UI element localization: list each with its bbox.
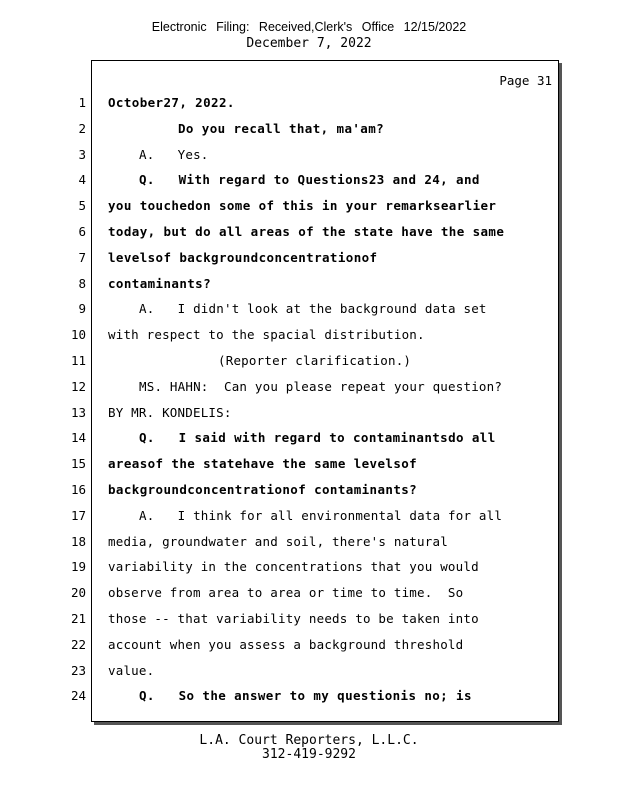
line-text: October27, 2022. xyxy=(108,95,235,110)
page-number: Page 31 xyxy=(499,73,552,88)
line-text: today, but do all areas of the state have the same xyxy=(108,224,505,239)
line-text: variability in the concentrations that you would xyxy=(108,559,479,575)
line-number: 21 xyxy=(70,611,86,626)
line-number: 2 xyxy=(78,120,86,136)
line-number: 23 xyxy=(70,662,86,678)
line-text: A. I didn't look at the background data set xyxy=(139,301,487,317)
line-number: 11 xyxy=(70,353,86,368)
line-text: BY MR. KONDELIS: xyxy=(108,404,232,420)
line-number: 8 xyxy=(78,275,86,291)
line-text: account when you assess a background threshold xyxy=(108,636,464,652)
line-number: 14 xyxy=(70,430,86,446)
line-number: 19 xyxy=(70,559,86,575)
line-text: observe from area to area or time to time. So xyxy=(108,585,464,601)
line-number: 24 xyxy=(70,688,86,704)
line-number: 6 xyxy=(78,224,86,239)
line-number: 7 xyxy=(78,249,86,265)
line-number: 18 xyxy=(70,533,86,549)
line-text: (Reporter clarification.) xyxy=(218,353,412,368)
line-text: MS. HAHN: Can you please repeat your question? xyxy=(139,378,503,394)
line-text: A. Yes. xyxy=(139,146,209,162)
line-number: 16 xyxy=(70,482,86,497)
line-text: media, groundwater and soil, there's natural xyxy=(108,533,448,549)
line-number: 4 xyxy=(78,172,86,188)
line-text: those -- that variability needs to be taken into xyxy=(108,611,479,626)
line-text: you touchedon some of this in your remarksearlier xyxy=(108,198,497,214)
line-text: with respect to the spacial distribution. xyxy=(108,327,425,343)
line-text: backgroundconcentrationof contaminants? xyxy=(108,482,418,497)
line-number: 10 xyxy=(70,327,86,343)
line-number: 5 xyxy=(78,198,86,214)
filing-stamp: Electronic Filing: Received,Clerk's Office 12/15/2022 xyxy=(151,20,467,34)
line-number: 22 xyxy=(70,636,86,652)
line-text: A. I think for all environmental data for all xyxy=(139,507,503,523)
line-number: 12 xyxy=(70,378,86,394)
line-text: Q. With regard to Questions23 and 24, and xyxy=(139,172,480,188)
line-number: 15 xyxy=(70,456,86,472)
line-text: levelsof backgroundconcentrationof xyxy=(108,249,378,265)
line-number: 9 xyxy=(78,301,86,317)
line-number: 1 xyxy=(78,95,86,110)
line-text: areasof the statehave the same levelsof xyxy=(108,456,418,472)
line-number: 17 xyxy=(70,507,86,523)
deposition-date: December 7, 2022 xyxy=(246,36,372,51)
line-text: value. xyxy=(108,662,155,678)
line-text: contaminants? xyxy=(108,275,212,291)
line-text: Q. So the answer to my questionis no; is xyxy=(139,688,472,704)
line-number: 13 xyxy=(70,404,86,420)
transcript-page xyxy=(70,60,559,722)
line-number: 3 xyxy=(78,146,86,162)
reporter-company: L.A. Court Reporters, L.L.C. xyxy=(199,733,419,748)
line-text: Q. I said with regard to contaminantsdo all xyxy=(139,430,496,446)
line-text: Do you recall that, ma'am? xyxy=(178,120,385,136)
line-number: 20 xyxy=(70,585,86,601)
reporter-phone: 312-419-9292 xyxy=(262,747,356,762)
